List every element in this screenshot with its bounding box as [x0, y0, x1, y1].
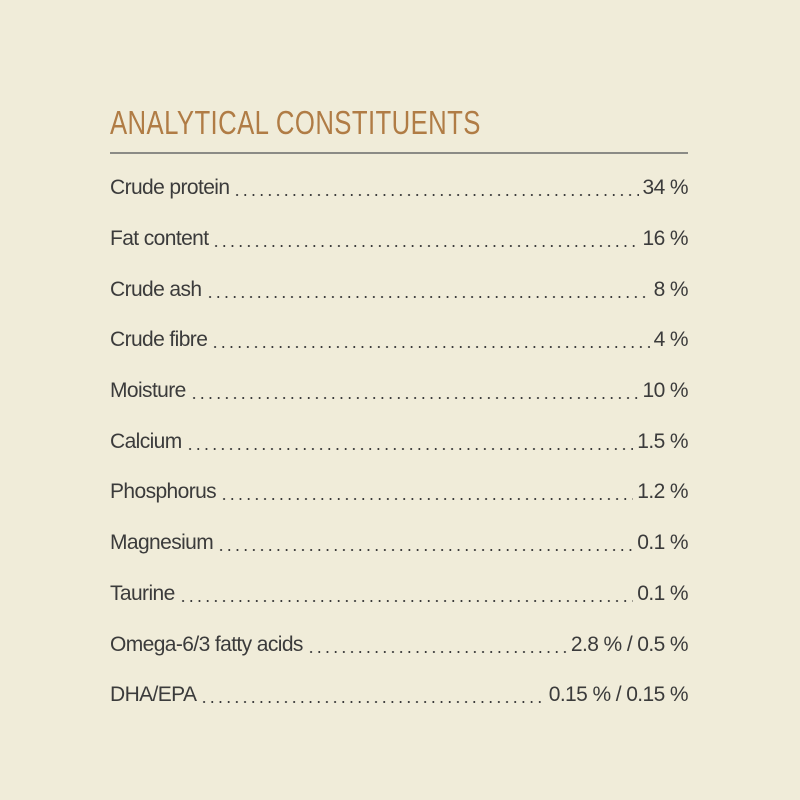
constituent-row — [110, 214, 688, 265]
constituent-value: 1.2 % — [637, 480, 688, 504]
dot-leader — [211, 346, 649, 348]
constituent-row — [110, 619, 688, 670]
constituent-value: 34 % — [642, 176, 688, 200]
constituent-value: 1.5 % — [637, 429, 688, 453]
constituent-label: Moisture — [110, 379, 186, 403]
dot-leader — [307, 651, 567, 653]
constituents-list — [110, 163, 688, 721]
constituent-row — [110, 264, 688, 315]
constituent-label: Magnesium — [110, 531, 214, 555]
constituent-value: 4 % — [653, 328, 688, 352]
dot-leader — [179, 600, 634, 602]
constituent-row — [110, 569, 688, 620]
constituent-value: 0.1 % — [637, 581, 688, 605]
dot-leader — [220, 498, 633, 500]
constituent-value: 10 % — [642, 379, 688, 403]
section-title: ANALYTICAL CONSTITUENTS — [110, 104, 481, 141]
constituent-value: 16 % — [642, 227, 688, 251]
dot-leader — [217, 549, 633, 551]
analytical-constituents-panel — [110, 100, 688, 721]
dot-leader — [206, 296, 650, 298]
constituent-row — [110, 416, 688, 467]
constituent-label: Taurine — [110, 581, 175, 605]
dot-leader — [190, 397, 639, 399]
constituent-label: DHA/EPA — [110, 683, 197, 707]
constituent-label: Crude ash — [110, 277, 202, 301]
constituent-row — [110, 467, 688, 518]
constituent-label: Calcium — [110, 429, 182, 453]
constituent-label: Omega-6/3 fatty acids — [110, 632, 303, 656]
constituent-row — [110, 366, 688, 417]
dot-leader — [233, 194, 638, 196]
constituent-value: 0.1 % — [637, 531, 688, 555]
constituent-label: Crude fibre — [110, 328, 208, 352]
constituent-row — [110, 518, 688, 569]
constituent-value: 2.8 % / 0.5 % — [570, 632, 688, 656]
dot-leader — [200, 701, 544, 703]
constituent-label: Fat content — [110, 227, 209, 251]
constituent-row — [110, 315, 688, 366]
dot-leader — [212, 245, 638, 247]
constituent-label: Phosphorus — [110, 480, 217, 504]
constituent-value: 0.15 % / 0.15 % — [548, 683, 688, 707]
constituent-label: Crude protein — [110, 176, 230, 200]
constituent-row — [110, 670, 688, 721]
constituent-value: 8 % — [653, 277, 688, 301]
title-divider — [110, 152, 688, 154]
constituent-row — [110, 163, 688, 214]
dot-leader — [186, 448, 634, 450]
